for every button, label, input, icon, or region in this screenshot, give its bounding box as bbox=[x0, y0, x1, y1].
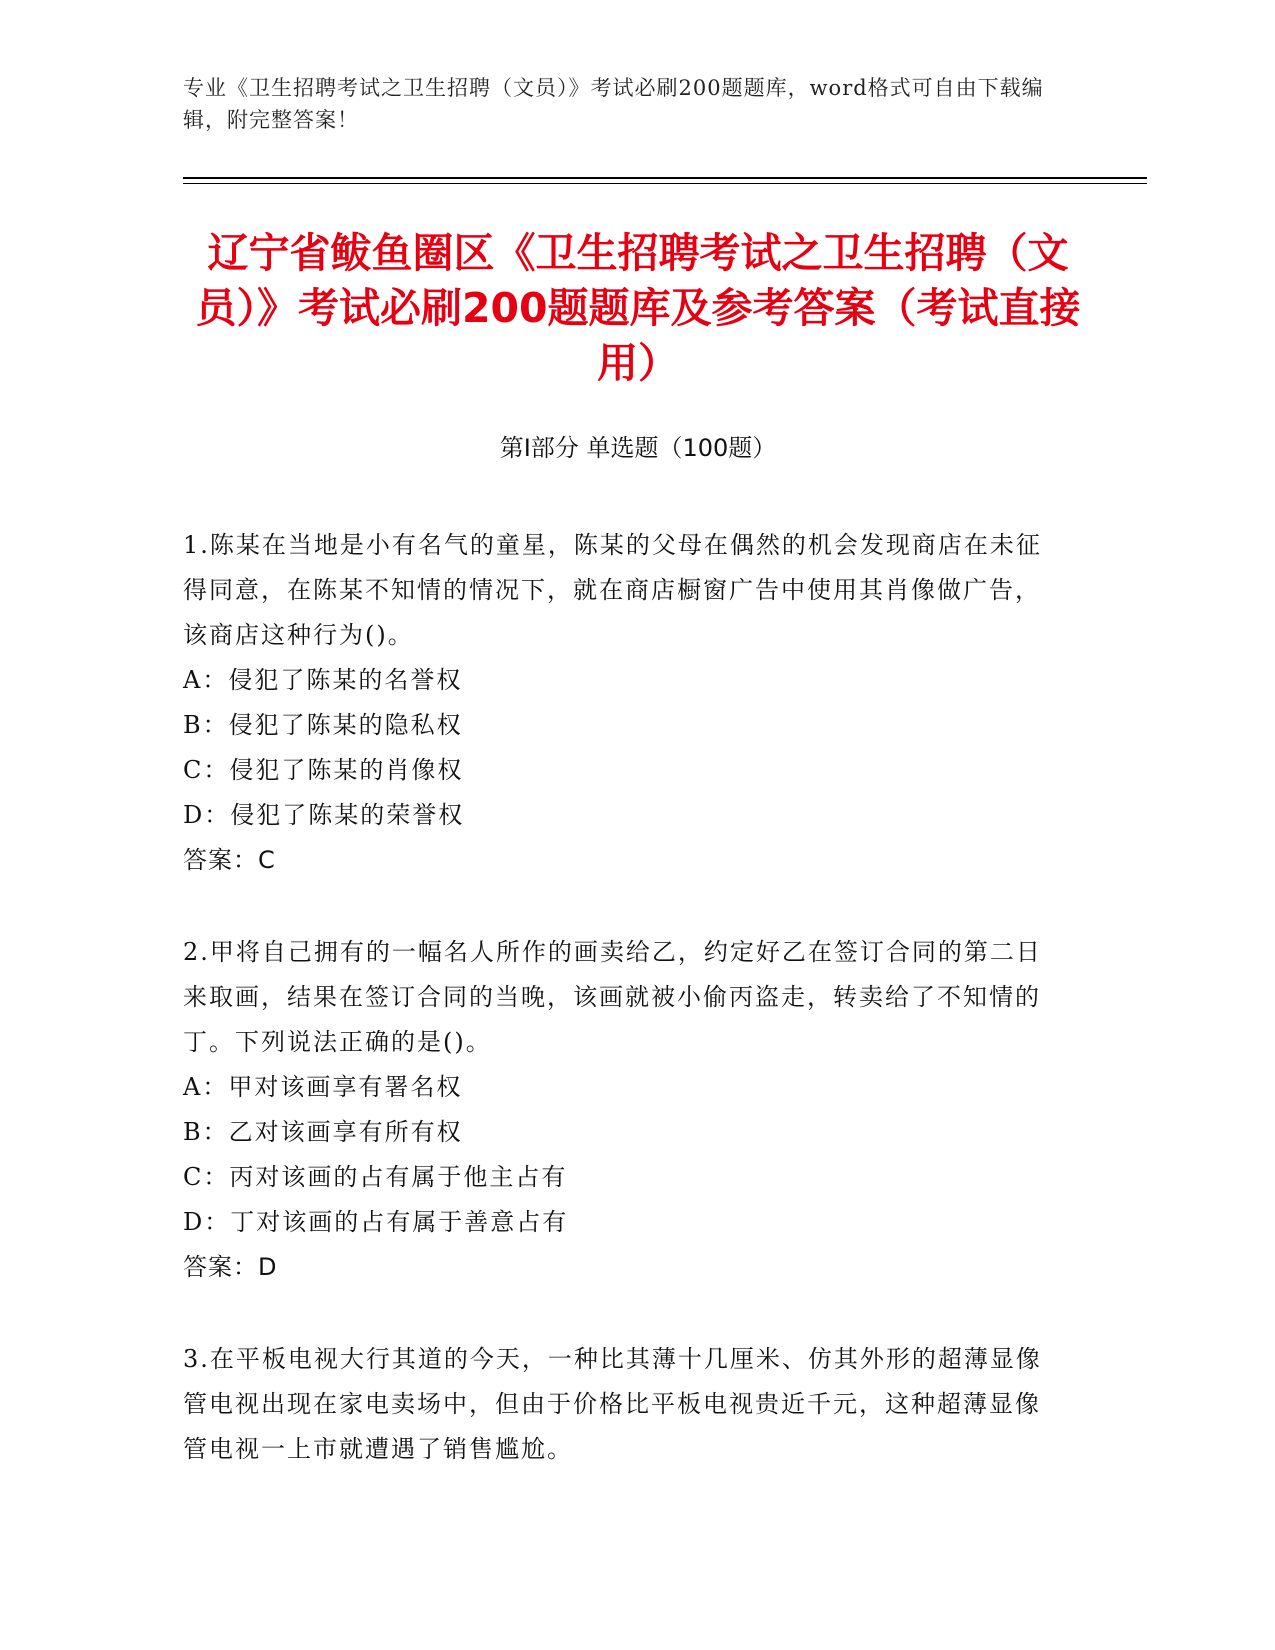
question-stem: 1.陈某在当地是小有名气的童星，陈某的父母在偶然的机会发现商店在未征得同意，在陈某不知情的情况下，就在商店橱窗广告中使用其肖像做广告，该商店这种行为()。 bbox=[183, 531, 1042, 649]
option-b: B：乙对该画享有所有权 bbox=[183, 1118, 463, 1146]
answer: 答案：C bbox=[183, 846, 276, 874]
option-b: B：侵犯了陈某的隐私权 bbox=[183, 711, 463, 739]
question-stem: 2.甲将自己拥有的一幅名人所作的画卖给乙，约定好乙在签订合同的第二日来取画，结果在签订合同的当晚，该画就被小偷丙盗走，转卖给了不知情的丁。下列说法正确的是()。 bbox=[183, 938, 1042, 1056]
option-d: D：丁对该画的占有属于善意占有 bbox=[183, 1208, 569, 1236]
section-title: 第Ⅰ部分 单选题（100题） bbox=[499, 434, 777, 462]
question-2 bbox=[183, 930, 1063, 1290]
header-divider-thick bbox=[183, 177, 1147, 179]
option-a: A：侵犯了陈某的名誉权 bbox=[183, 666, 463, 694]
document-title: 辽宁省鲅鱼圈区《卫生招聘考试之卫生招聘（文员）》考试必刷200题题库及参考答案（考试直接用） bbox=[195, 229, 1081, 387]
header-divider-thin bbox=[183, 183, 1147, 184]
answer: 答案：D bbox=[183, 1253, 278, 1281]
option-d: D：侵犯了陈某的荣誉权 bbox=[183, 801, 465, 829]
header-note: 专业《卫生招聘考试之卫生招聘（文员）》考试必刷200题题库，word格式可自由下载编辑，附完整答案！ bbox=[183, 76, 1044, 132]
question-stem: 3.在平板电视大行其道的今天，一种比其薄十几厘米、仿其外形的超薄显像管电视出现在家电卖场中，但由于价格比平板电视贵近千元，这种超薄显像管电视一上市就遭遇了销售尴尬。 bbox=[183, 1345, 1042, 1463]
question-3 bbox=[183, 1337, 1063, 1472]
question-1 bbox=[183, 523, 1063, 883]
option-c: C：丙对该画的占有属于他主占有 bbox=[183, 1163, 568, 1191]
option-a: A：甲对该画享有署名权 bbox=[183, 1073, 463, 1101]
option-c: C：侵犯了陈某的肖像权 bbox=[183, 756, 464, 784]
